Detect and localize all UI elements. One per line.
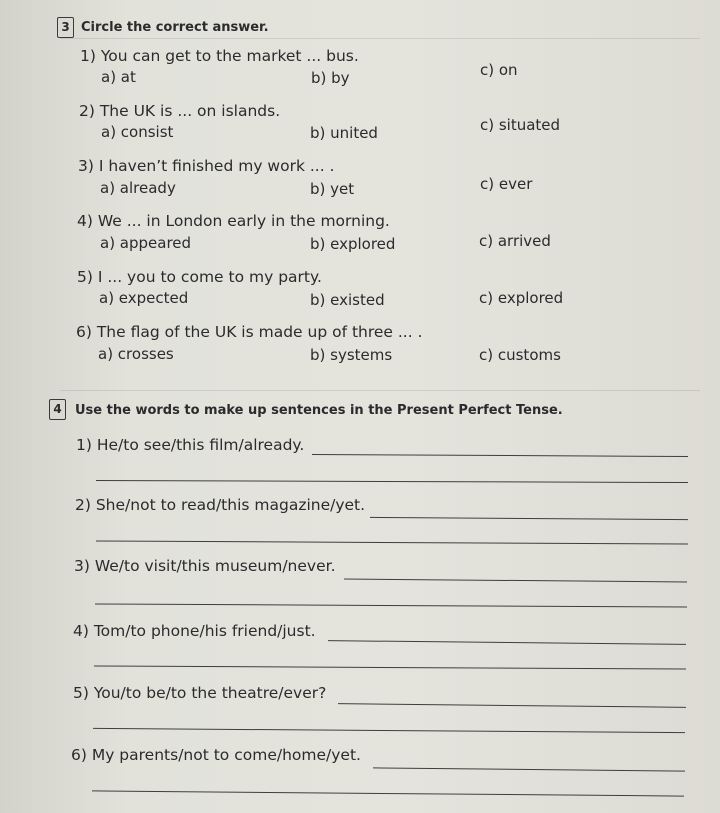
bleed-line	[60, 390, 700, 391]
question-text: 3) I haven’t finished my work ... .	[78, 157, 335, 175]
answer-line[interactable]	[92, 790, 684, 796]
item-prompt: 4) Tom/to phone/his friend/just.	[73, 622, 316, 640]
option-b[interactable]: b) systems	[310, 346, 393, 364]
answer-line[interactable]	[328, 640, 686, 645]
answer-line[interactable]	[95, 603, 687, 607]
answer-line[interactable]	[93, 728, 685, 733]
item-prompt: 1) He/to see/this film/already.	[76, 436, 305, 454]
option-b[interactable]: b) explored	[310, 235, 396, 253]
question-text: 1) You can get to the market ... bus.	[80, 47, 359, 65]
item-prompt: 3) We/to visit/this museum/never.	[74, 557, 336, 575]
option-b[interactable]: b) existed	[310, 291, 385, 309]
answer-line[interactable]	[96, 540, 688, 544]
task4-title: Use the words to make up sentences in the Present Perfect Tense.	[75, 403, 563, 418]
option-c[interactable]: c) ever	[480, 175, 533, 193]
answer-line[interactable]	[338, 703, 686, 708]
option-c[interactable]: c) explored	[479, 289, 564, 307]
task3-number: 3	[57, 17, 74, 38]
option-a[interactable]: a) appeared	[100, 234, 192, 252]
answer-line[interactable]	[373, 767, 685, 771]
option-a[interactable]: a) expected	[99, 289, 189, 307]
option-c[interactable]: c) situated	[480, 116, 561, 134]
option-b[interactable]: b) yet	[310, 180, 355, 198]
item-prompt: 6) My parents/not to come/home/yet.	[71, 746, 361, 764]
bleed-line	[60, 38, 700, 39]
answer-line[interactable]	[96, 480, 688, 483]
option-a[interactable]: a) crosses	[98, 345, 174, 363]
question-text: 5) I ... you to come to my party.	[77, 268, 322, 286]
item-prompt: 5) You/to be/to the theatre/ever?	[73, 684, 327, 702]
answer-line[interactable]	[344, 579, 687, 583]
question-text: 6) The flag of the UK is made up of three ... .	[76, 323, 423, 341]
option-a[interactable]: a) already	[100, 179, 176, 197]
task3-title: Circle the correct answer.	[81, 20, 269, 35]
option-b[interactable]: b) united	[310, 124, 378, 142]
option-a[interactable]: a) at	[101, 68, 136, 86]
answer-line[interactable]	[94, 665, 686, 669]
option-c[interactable]: c) customs	[479, 346, 561, 364]
option-c[interactable]: c) on	[480, 61, 518, 79]
answer-line[interactable]	[370, 517, 688, 520]
answer-line[interactable]	[312, 454, 688, 457]
question-text: 2) The UK is ... on islands.	[79, 102, 281, 120]
question-text: 4) We ... in London early in the morning.	[77, 212, 390, 230]
task4-number: 4	[49, 399, 66, 420]
option-c[interactable]: c) arrived	[479, 232, 551, 250]
option-a[interactable]: a) consist	[101, 123, 174, 141]
item-prompt: 2) She/not to read/this magazine/yet.	[75, 496, 366, 514]
option-b[interactable]: b) by	[311, 69, 350, 87]
